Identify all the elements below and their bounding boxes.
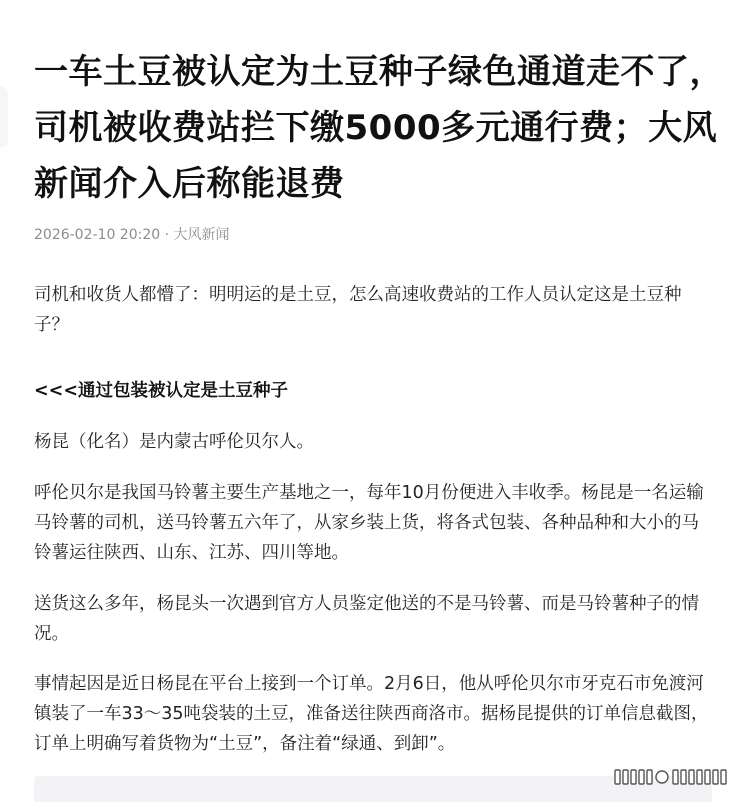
left-edge-decoration xyxy=(0,86,8,148)
embedded-image-top xyxy=(34,776,712,802)
paragraph-2: 杨昆（化名）是内蒙古呼伦贝尔人。 xyxy=(34,432,314,452)
paragraph-4: 送货这么多年，杨昆头一次遇到官方人员鉴定他送的不是马铃薯、而是马铃薯种子的情况。 xyxy=(34,594,699,644)
article-meta: 2026-02-10 20:20 · 大风新闻 xyxy=(34,227,230,243)
source-watermark-logo xyxy=(613,764,733,790)
watermark-icon xyxy=(613,767,733,787)
paragraph-5: 事情起因是近日杨昆在平台上接到一个订单。2月6日，他从呼伦贝尔市牙克石市免渡河镇装了一车33～35吨袋装的土豆，准备送往陕西商洛市。据杨昆提供的订单信息截图，订单上明确写着货物为“土豆”，备注着“绿通、到卸”。 xyxy=(34,674,709,754)
section-heading: <<<通过包装被认定是土豆种子 xyxy=(34,381,288,401)
paragraph-3: 呼伦贝尔是我国马铃薯主要生产基地之一，每年10月份便进入丰收季。杨昆是一名运输马铃薯的司机，送马铃薯五六年了，从家乡装上货，将各式包装、各种品种和大小的马铃薯运往陕西、山东、江苏、四川等地。 xyxy=(34,483,704,563)
article-title: 一车土豆被认定为土豆种子绿色通道走不了，司机被收费站拦下缴5000多元通行费；大风新闻介入后称能退费 xyxy=(34,52,724,204)
paragraph-1: 司机和收货人都懵了：明明运的是土豆，怎么高速收费站的工作人员认定这是土豆种子？ xyxy=(34,285,682,335)
